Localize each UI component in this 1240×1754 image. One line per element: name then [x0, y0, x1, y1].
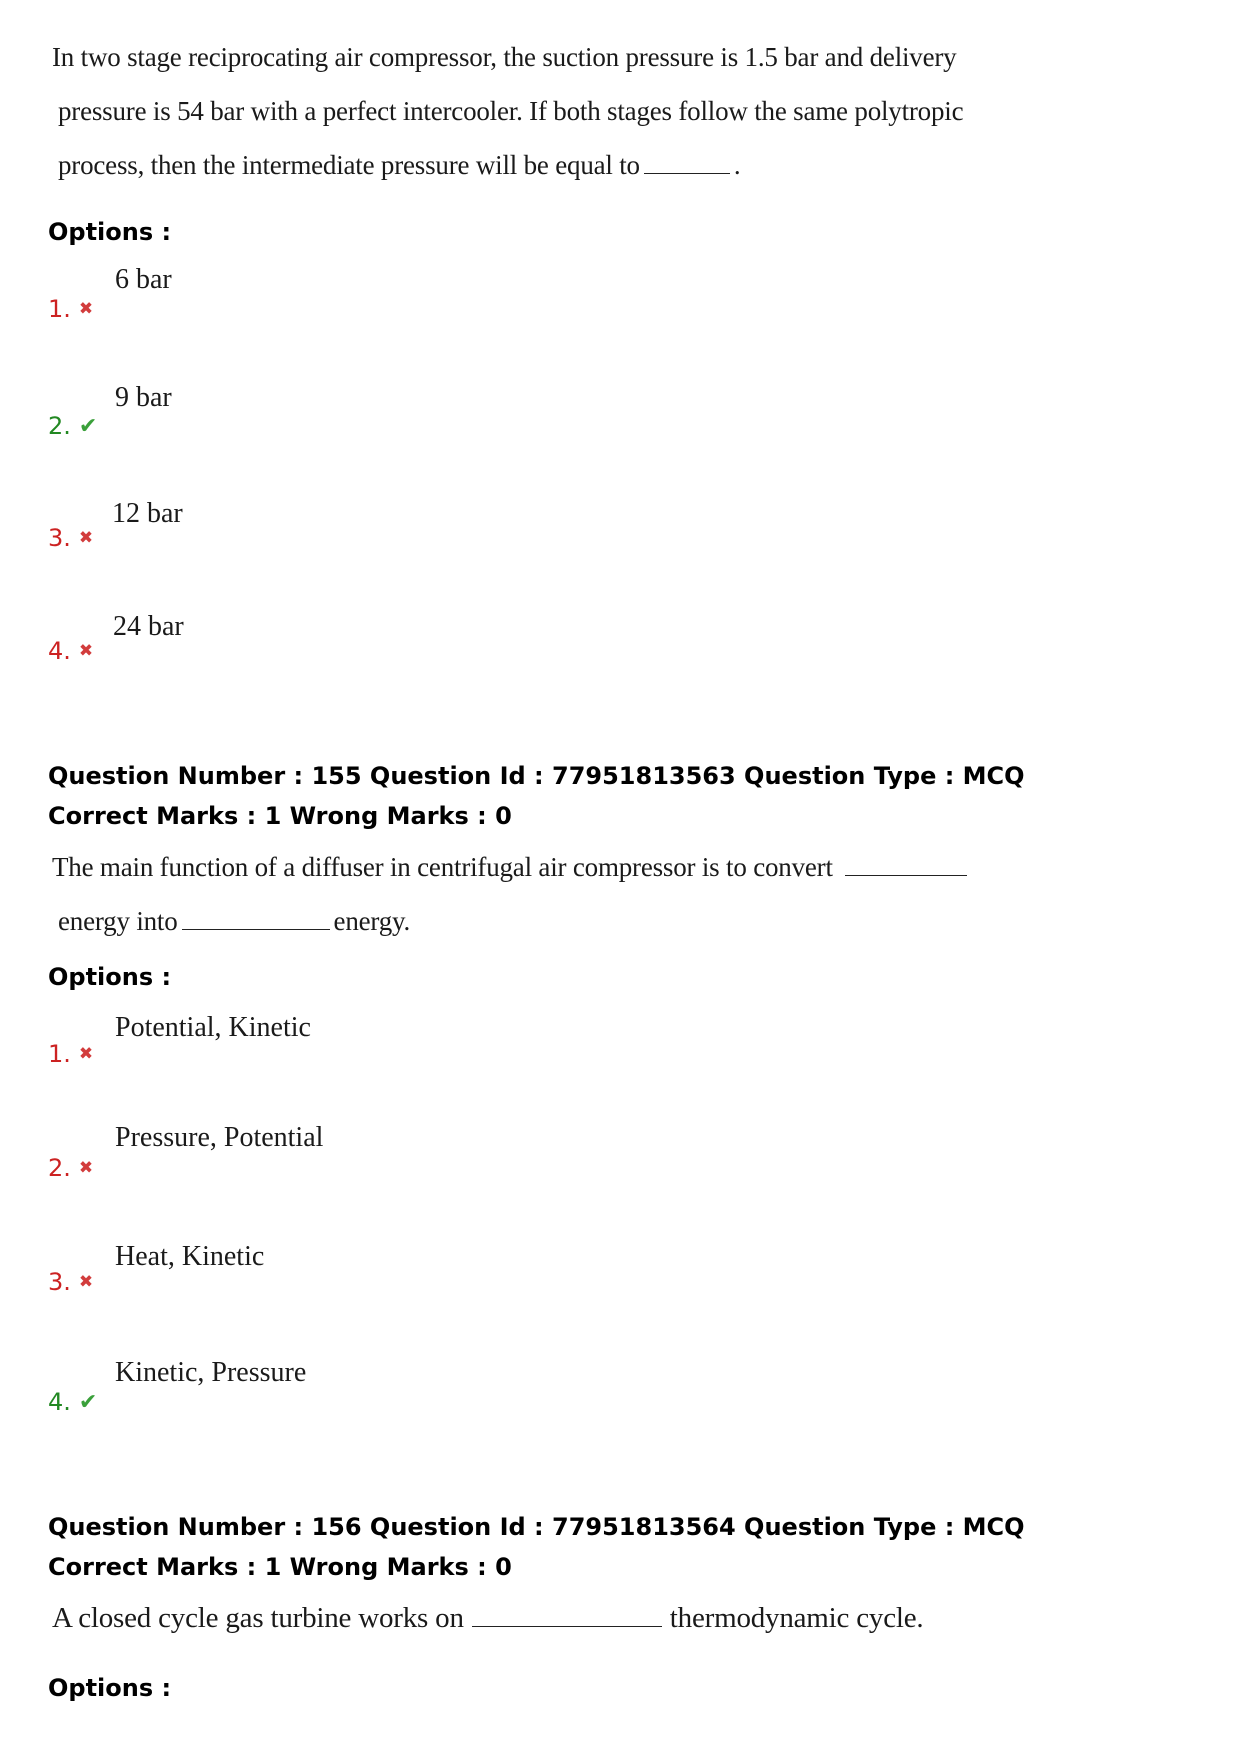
q156-marks: Correct Marks : 1 Wrong Marks : 0 [48, 1553, 512, 1581]
q156-text-line-1-post: thermodynamic cycle. [669, 1602, 924, 1634]
q155-options-label: Options : [48, 963, 172, 991]
option-number: 3. [48, 524, 71, 552]
q155-text-line-1-content: The main function of a diffuser in centrifugal air compressor is to convert [52, 852, 833, 882]
q155-option-4-number [48, 1388, 97, 1416]
option-number: 2. [48, 1154, 71, 1182]
option-number: 4. [48, 637, 71, 665]
q155-text-line-2-post: energy. [333, 906, 411, 936]
q154-text-line-2: pressure is 54 bar with a perfect intercooler. If both stages follow the same polytropic [58, 96, 964, 126]
q156-text-line-1-pre: A closed cycle gas turbine works on [52, 1602, 464, 1634]
q154-text-line-3-pre: process, then the intermediate pressure will be equal to [58, 150, 640, 180]
q156-text-line-1 [52, 1602, 923, 1635]
q154-option-3-number [48, 524, 93, 552]
q156-header: Question Number : 156 Question Id : 77951813564 Question Type : MCQ [48, 1513, 1025, 1541]
q155-option-1-number [48, 1040, 93, 1068]
q155-option-2-number [48, 1154, 93, 1182]
option-number: 4. [48, 1388, 71, 1416]
q154-option-2-number [48, 412, 97, 440]
q155-text-line-2 [58, 906, 410, 937]
q154-option-2-text: 9 bar [115, 382, 172, 413]
check-icon: ✔ [78, 414, 98, 439]
q155-option-2-text: Pressure, Potential [115, 1122, 324, 1153]
option-number: 1. [48, 1040, 71, 1068]
answer-blank [644, 172, 730, 174]
q155-text-line-1 [52, 852, 971, 883]
cross-icon: ✖ [78, 1044, 94, 1064]
q155-option-1-text: Potential, Kinetic [115, 1012, 311, 1043]
q154-text-line-1: In two stage reciprocating air compressor, the suction pressure is 1.5 bar and delivery [52, 42, 957, 72]
answer-blank [845, 874, 967, 876]
q154-option-4-text: 24 bar [113, 611, 184, 642]
q154-option-1-number [48, 295, 93, 323]
q154-text-line-3-post: . [733, 150, 741, 180]
q155-text-line-2-pre: energy into [58, 906, 178, 936]
option-number: 1. [48, 295, 71, 323]
q154-option-3-text: 12 bar [112, 498, 183, 529]
answer-blank [182, 928, 330, 930]
q154-option-1-text: 6 bar [115, 264, 172, 295]
option-number: 3. [48, 1268, 71, 1296]
cross-icon: ✖ [78, 641, 94, 661]
q155-option-3-number [48, 1268, 93, 1296]
q154-text-line-3 [58, 150, 740, 181]
check-icon: ✔ [78, 1390, 98, 1415]
cross-icon: ✖ [78, 299, 94, 319]
q155-marks: Correct Marks : 1 Wrong Marks : 0 [48, 802, 512, 830]
cross-icon: ✖ [78, 1272, 94, 1292]
q155-header: Question Number : 155 Question Id : 77951813563 Question Type : MCQ [48, 762, 1025, 790]
q156-options-label: Options : [48, 1674, 172, 1702]
cross-icon: ✖ [78, 528, 94, 548]
q154-options-label: Options : [48, 218, 172, 246]
option-number: 2. [48, 412, 71, 440]
q155-option-3-text: Heat, Kinetic [115, 1241, 265, 1272]
q154-option-4-number [48, 637, 93, 665]
cross-icon: ✖ [78, 1158, 94, 1178]
q155-option-4-text: Kinetic, Pressure [115, 1357, 307, 1388]
answer-blank [472, 1625, 662, 1627]
